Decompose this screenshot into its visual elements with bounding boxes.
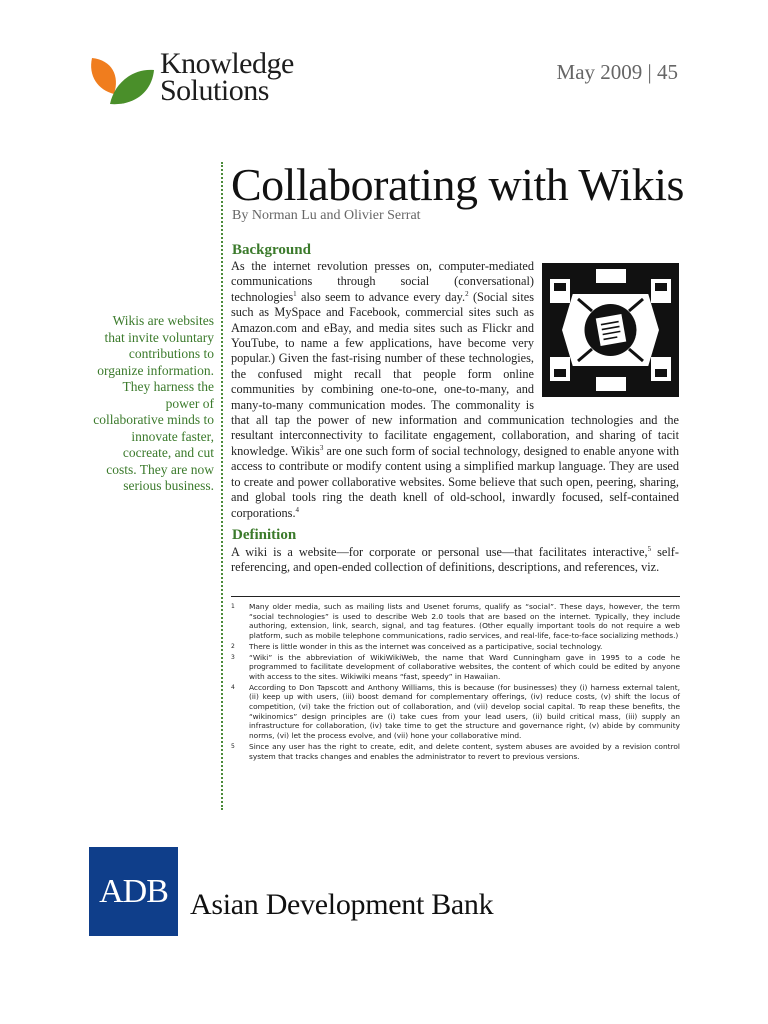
footnote-item [231,683,680,741]
footnote-item [231,602,680,641]
footnote-ref-5: 5 [647,544,652,553]
footnote-ref-3: 3 [319,443,324,452]
section-heading-background: Background [232,242,311,258]
organization-name: Asian Development Bank [190,888,494,921]
footnote-rule [231,596,680,597]
footnote-number: 1 [231,603,235,610]
footnote-number: 4 [231,683,235,691]
leaves-logo-icon [88,54,158,108]
background-text-4: are one such form of social technology, designed to enable anyone with access to contribute or modify content using a simplified markup language. They are used to create and power collaborative websites. Some believe that such open, peering, sharing, and global tools ring the death knell of old-school, inwardly focused, self-contained corporations. [231,443,679,520]
footnote-item [231,742,680,761]
footnote-text: Many older media, such as mailing lists and Usenet forums, qualify as “social”. These days, however, the term “social technologies” is used to describe Web 2.0 tools that are based on the internet. Typically, they include authoring, extension, link, search, signal, and tag features. (Other equally important tools do not require a web platform, such as mobile telephone communications, radio services, and real-life, face-to-face socializing methods.) [249,602,680,641]
definition-paragraph [231,545,679,576]
footnotes [231,602,680,762]
background-text-1: As the internet revolution presses on, computer-mediated communications through social (conversational) technologies [231,259,534,304]
footnote-ref-2: 2 [465,289,469,298]
wiki-collaboration-illustration [542,263,679,397]
background-text-3: (Social sites such as MySpace and Facebook, commercial sites such as Amazon.com and eBay, and media sites such as Flickr and YouTube, to name a few applications, have become very popular.) Given the fast-rising number of these technologies, the confused might recall that people form online communities by combining one-to-one, one-to-many, and many-to-many communication modes. The commonality is that all tap the power of new information and communication technologies and the resultant interconnectivity to facilitate engagement, collaboration, and sharing of tacit knowledge. Wikis [231,289,679,458]
background-paragraph [231,259,679,521]
footnote-number: 3 [231,653,235,661]
background-text-2: also seem to advance every day. [296,289,466,304]
footnote-text: “Wiki” is the abbreviation of WikiWikiWeb, the name that Ward Cunningham gave in 1995 to a code he programmed to facilitate development of collaborative websites, the content of which could be edited by anyone with access to the sites. Wikiwiki means “fast, speedy” in Hawaiian. [249,652,680,681]
brand-wordmark [160,47,294,107]
byline: By Norman Lu and Olivier Serrat [232,208,421,223]
article-title: Collaborating with Wikis [231,159,684,210]
footnote-number: 2 [231,642,235,650]
footnote-ref-4: 4 [295,505,300,514]
footnote-number: 5 [231,742,235,750]
issue-number: May 2009 | 45 [556,60,678,84]
footnote-text: There is little wonder in this as the internet was conceived as a participative, social technology. [249,641,603,651]
footnote-ref-1: 1 [293,289,297,298]
column-divider [221,162,223,810]
footnote-item [231,642,680,652]
adb-logo: ADB [89,847,178,936]
definition-text-2: self-referencing, and open-ended collection of definitions, descriptions, and references, viz. [231,545,679,575]
definition-text-1: A wiki is a website—for corporate or personal use—that facilitates interactive, [231,545,648,559]
footnote-item [231,653,680,682]
brand-line-2: Solutions [160,74,269,107]
pull-quote: Wikis are websites that invite voluntary contributions to organize information. They harness the power of collaborative minds to innovate faster, cocreate, and cut costs. They are now serious business. [93,313,214,493]
footnote-text: Since any user has the right to create, edit, and delete content, system abuses are avoided by a revision control system that tracks changes and enables the administrator to revert to previous versions. [249,741,680,761]
footnote-text: According to Don Tapscott and Anthony Williams, this is because (for businesses) they (i) harness external talent, (ii) keep up with users, (iii) boost demand for complementary offerings, (iv) reduce costs, (v) shift the locus of competition, (vi) take the friction out of collaboration, and (vii) develop social capital. To reap these benefits, the “wikinomics” design principles are (i) take cues from your lead users, (ii) build critical mass, (iii) supply an infrastructure for collaboration, (iv) take time to get the structure and governance right, (v) abide by community norms, (vi) let the process evolve, and (vii) hone your collaborative mind. [249,682,680,741]
brand-line-1: Knowledge [160,47,294,80]
section-heading-definition: Definition [232,527,297,543]
